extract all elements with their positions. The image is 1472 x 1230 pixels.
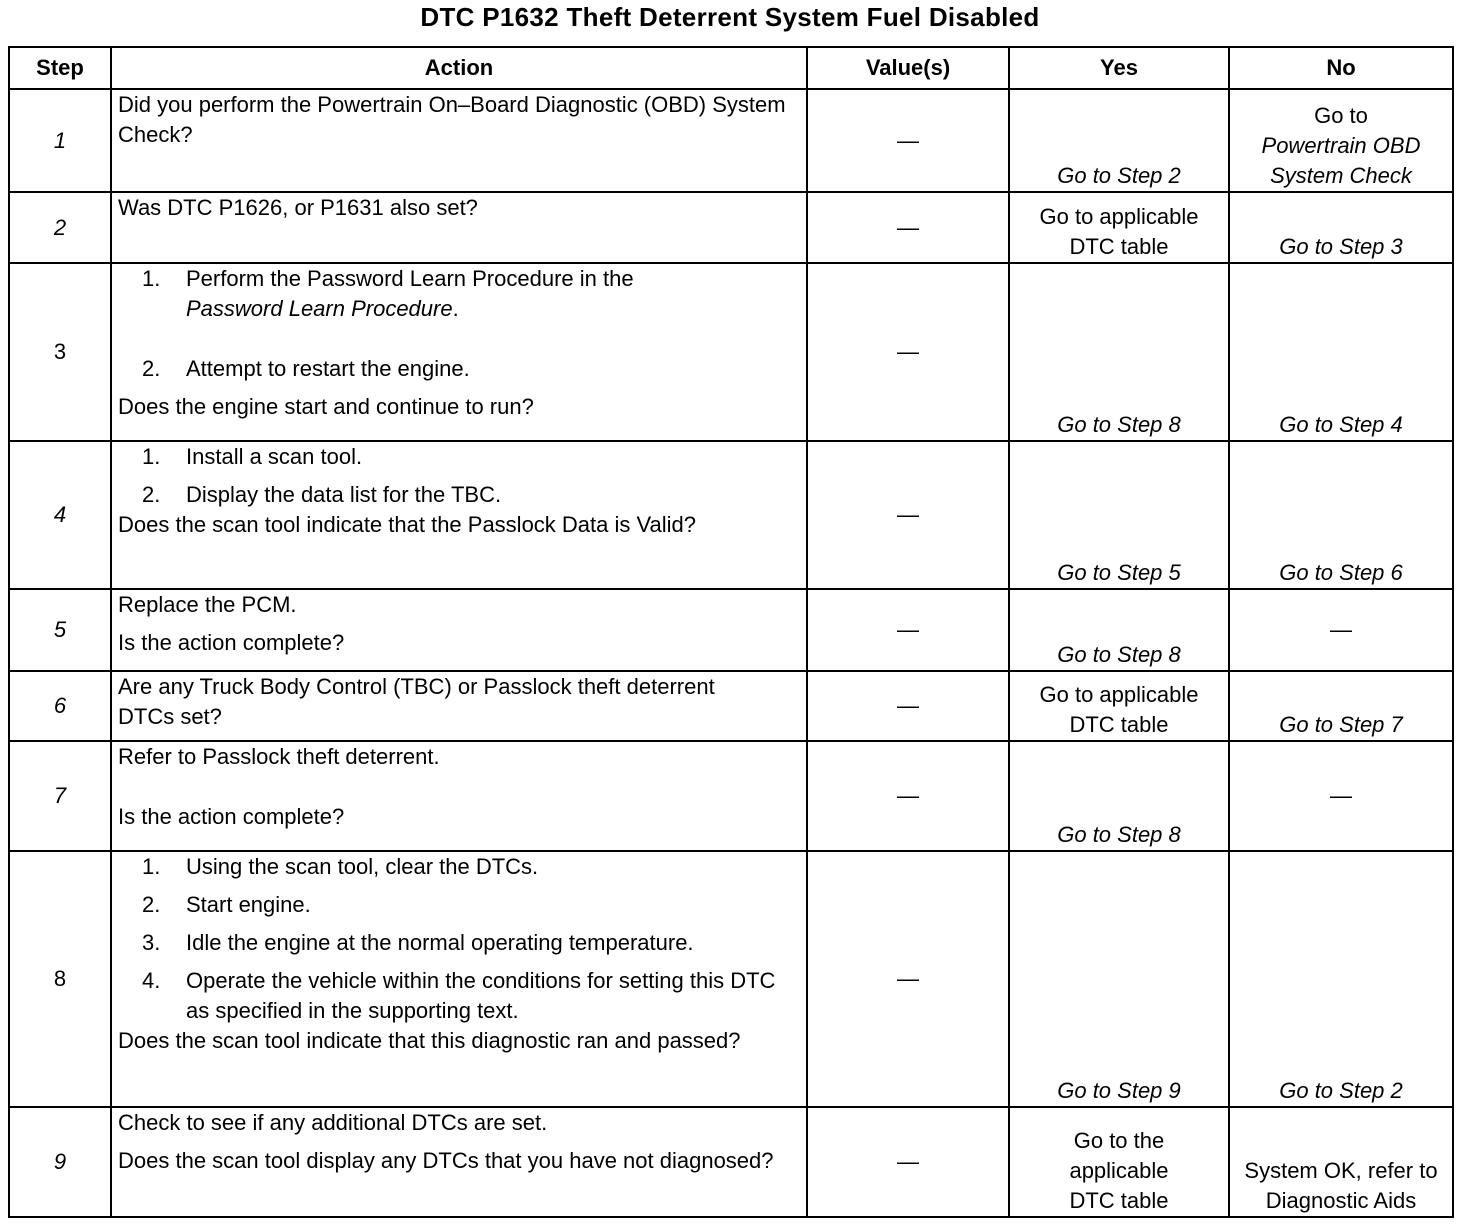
no-cell: Go to Step 7 [1229, 671, 1453, 741]
list-number: 1. [142, 444, 161, 469]
action-cell [111, 851, 807, 1107]
question-text: Is the action complete? [118, 630, 345, 655]
yes-cell: Go to Step 8 [1009, 589, 1229, 671]
list-item [118, 442, 800, 472]
yes-cell: Go to applicable DTC table [1009, 671, 1229, 741]
list-text: Start engine. [186, 892, 311, 917]
action-cell [111, 263, 807, 441]
table-row-step-5 [9, 589, 1453, 671]
step-number: 5 [9, 589, 111, 671]
yes-cell: Go to Step 5 [1009, 441, 1229, 589]
value-cell: — [807, 89, 1009, 192]
header-action: Action [111, 47, 807, 89]
list-text: Display the data list for the TBC. [186, 482, 502, 507]
header-no: No [1229, 47, 1453, 89]
page-title: DTC P1632 Theft Deterrent System Fuel Disabled [420, 2, 1040, 32]
list-item [118, 264, 800, 324]
table-row-step-9 [9, 1107, 1453, 1217]
value-cell: — [807, 589, 1009, 671]
step-number: 1 [9, 89, 111, 192]
list-text: Perform the Password Learn Procedure in the Password Learn Procedure. [186, 266, 634, 321]
no-cell: — [1229, 741, 1453, 851]
value-cell: — [807, 263, 1009, 441]
header-row [9, 47, 1453, 89]
no-cell: Go to Step 6 [1229, 441, 1453, 589]
step-number: 6 [9, 671, 111, 741]
table-row-step-1 [9, 89, 1453, 192]
action-text: Was DTC P1626, or P1631 also set? [118, 195, 478, 220]
table-row-step-3 [9, 263, 1453, 441]
action-text: Did you perform the Powertrain On–Board Diagnostic (OBD) System Check? [118, 92, 786, 147]
action-cell [111, 192, 807, 263]
list-text: Using the scan tool, clear the DTCs. [186, 854, 539, 879]
list-item [118, 928, 800, 958]
no-cell [1229, 89, 1453, 192]
question-text: Does the scan tool indicate that the Passlock Data is Valid? [118, 512, 697, 537]
step-number: 8 [9, 851, 111, 1107]
action-cell [111, 589, 807, 671]
value-cell: — [807, 441, 1009, 589]
list-item [118, 890, 800, 920]
action-cell [111, 89, 807, 192]
value-cell: — [807, 851, 1009, 1107]
step-number: 2 [9, 192, 111, 263]
yes-cell: Go to Step 2 [1009, 89, 1229, 192]
action-cell [111, 671, 807, 741]
question-text: Does the engine start and continue to run? [118, 394, 534, 419]
list-item [118, 966, 800, 1026]
yes-cell: Go to Step 8 [1009, 741, 1229, 851]
question-text: Does the scan tool indicate that this diagnostic ran and passed? [118, 1028, 741, 1053]
value-cell: — [807, 1107, 1009, 1217]
list-number: 3. [142, 930, 161, 955]
table-row-step-4 [9, 441, 1453, 589]
step-number: 9 [9, 1107, 111, 1217]
action-text: Refer to Passlock theft deterrent. [118, 744, 440, 769]
header-values: Value(s) [807, 47, 1009, 89]
no-reference: Powertrain OBD System Check [1261, 133, 1421, 188]
value-cell: — [807, 671, 1009, 741]
action-cell [111, 441, 807, 589]
question-text: Does the scan tool display any DTCs that you have not diagnosed? [118, 1148, 774, 1173]
yes-cell: Go to the applicable DTC table [1009, 1107, 1229, 1217]
yes-cell: Go to Step 9 [1009, 851, 1229, 1107]
procedure-reference: Password Learn Procedure [186, 296, 453, 321]
value-cell: — [807, 192, 1009, 263]
list-text: Attempt to restart the engine. [186, 356, 470, 381]
list-item [118, 354, 800, 384]
action-text: Check to see if any additional DTCs are set. [118, 1110, 548, 1135]
no-cell: System OK, refer to Diagnostic Aids [1229, 1107, 1453, 1217]
question-text: Is the action complete? [118, 804, 345, 829]
action-cell [111, 1107, 807, 1217]
diagnostic-table [8, 46, 1454, 1218]
action-text: Replace the PCM. [118, 592, 297, 617]
list-item [118, 852, 800, 882]
step-number: 3 [9, 263, 111, 441]
no-prefix: Go to [1314, 103, 1368, 128]
action-text: Are any Truck Body Control (TBC) or Passlock theft deterrent DTCs set? [118, 674, 715, 729]
table-row-step-6 [9, 671, 1453, 741]
yes-cell: Go to Step 8 [1009, 263, 1229, 441]
table-row-step-2 [9, 192, 1453, 263]
list-text: Operate the vehicle within the conditions for setting this DTC as specified in the supporting text. [186, 968, 776, 1023]
step-number: 4 [9, 441, 111, 589]
no-cell: Go to Step 2 [1229, 851, 1453, 1107]
yes-cell: Go to applicable DTC table [1009, 192, 1229, 263]
step-number: 7 [9, 741, 111, 851]
header-step: Step [9, 47, 111, 89]
list-number: 1. [142, 854, 161, 879]
list-text: Idle the engine at the normal operating temperature. [186, 930, 694, 955]
table-row-step-8 [9, 851, 1453, 1107]
header-yes: Yes [1009, 47, 1229, 89]
list-text: Install a scan tool. [186, 444, 363, 469]
no-cell: Go to Step 3 [1229, 192, 1453, 263]
list-number: 2. [142, 356, 161, 381]
list-number: 1. [142, 266, 161, 291]
no-cell: Go to Step 4 [1229, 263, 1453, 441]
action-cell [111, 741, 807, 851]
no-cell: — [1229, 589, 1453, 671]
list-item [118, 480, 800, 510]
table-row-step-7 [9, 741, 1453, 851]
list-number: 2. [142, 482, 161, 507]
list-number: 2. [142, 892, 161, 917]
value-cell: — [807, 741, 1009, 851]
list-number: 4. [142, 968, 161, 993]
